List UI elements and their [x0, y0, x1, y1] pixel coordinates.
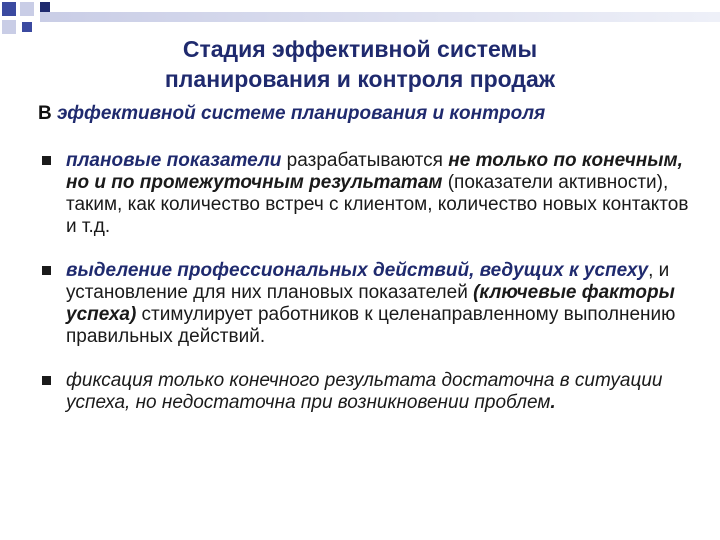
subtitle-lead: В: [38, 103, 52, 124]
square-bullet-icon: [42, 156, 51, 165]
square-bullet-icon: [42, 376, 51, 385]
bullet-3-part-1: фиксация только конечного результата достаточна в ситуации успеха, но недостаточна при возникновении проблем: [66, 370, 663, 413]
bullet-1-part-4: (показатели активности), таким, как количество встреч с клиентом, количество новых контактов и т.д.: [66, 172, 689, 237]
bullet-1-part-2: разрабатываются: [281, 150, 449, 171]
title-line-2: планирования и контроля продаж: [164, 66, 556, 92]
subtitle-rest: эффективной системе планирования и контроля: [57, 103, 546, 124]
bullet-2-part-1: выделение профессиональных действий, ведущих к успеху: [66, 260, 649, 281]
bullet-list: [40, 150, 700, 414]
bullet-2-part-2: , и установление для них плановых показателей: [66, 260, 670, 303]
header-stripe: [40, 12, 720, 22]
bullet-item: [40, 150, 700, 238]
bullet-1-part-1: плановые показатели: [66, 150, 282, 171]
bullet-2-part-4: стимулирует работников к целенаправленному выполнению правильных действий.: [66, 304, 676, 347]
square-bullet-icon: [42, 266, 51, 275]
slide-subtitle: [38, 102, 545, 126]
bullet-item: [40, 370, 700, 414]
bullet-item: [40, 260, 700, 348]
title-line-1: Стадия эффективной системы: [182, 36, 538, 62]
slide-title: [0, 34, 720, 94]
bullet-1-part-3: не только по конечным, но и по промежуточным результатам: [66, 150, 683, 193]
bullet-2-part-3: (ключевые факторы успеха): [66, 282, 675, 325]
bullet-3-part-2: .: [550, 392, 556, 413]
